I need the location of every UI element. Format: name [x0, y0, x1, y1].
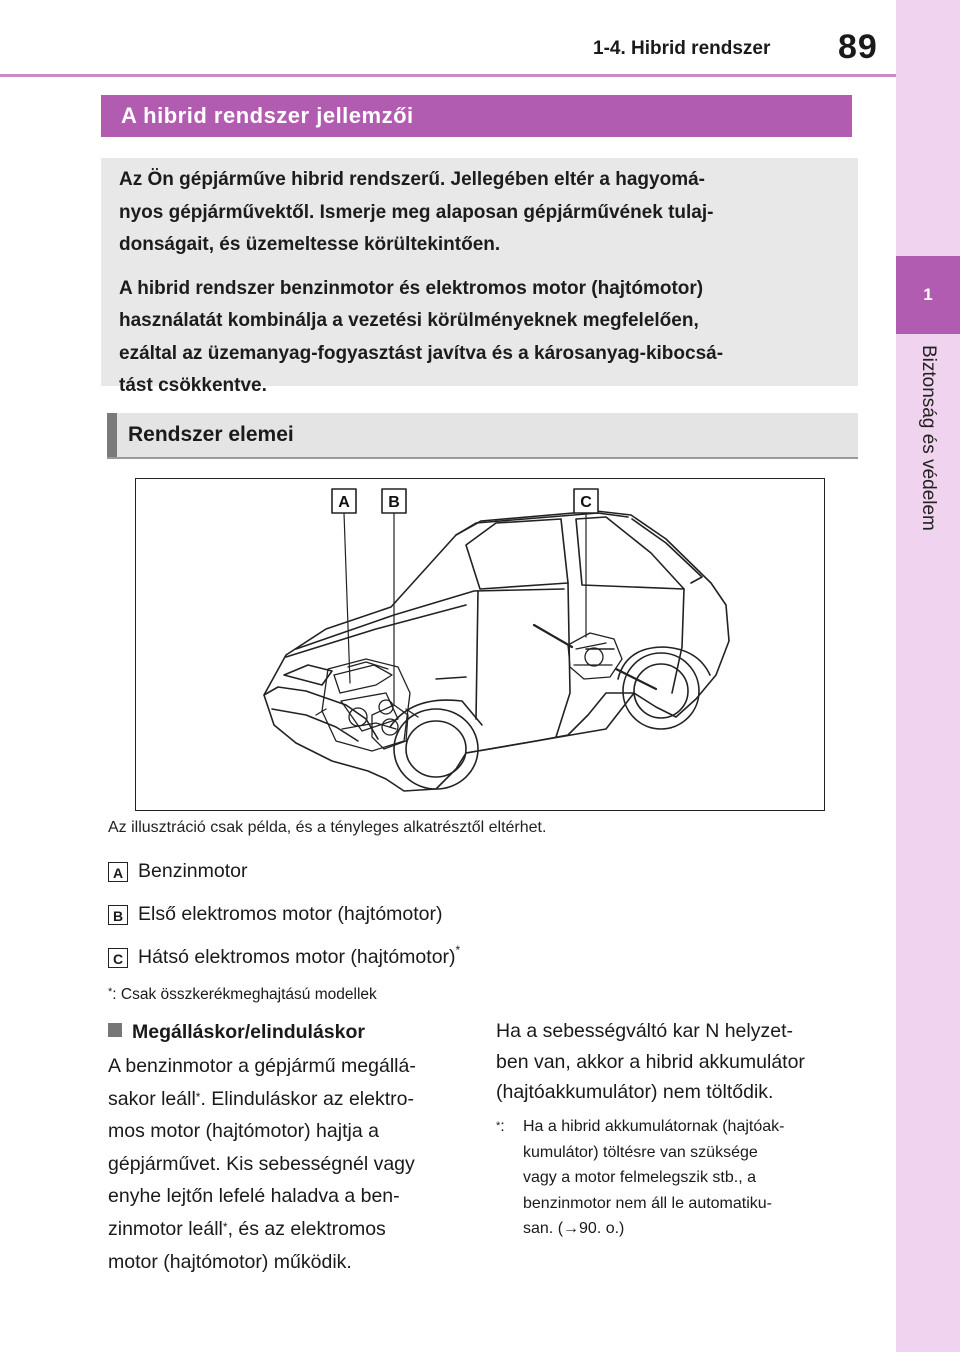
legend-badge: A	[108, 862, 128, 882]
body-line	[108, 1083, 478, 1116]
chapter-title	[896, 345, 960, 625]
callout-a: A	[338, 494, 350, 511]
legend-footnote	[108, 986, 377, 1004]
body-line: mos motor (hajtómotor) hajtja a	[108, 1120, 379, 1143]
legend-item-c	[108, 943, 461, 969]
intro-line: tást csökkentve.	[119, 375, 267, 396]
figure-caption: Az illusztráció csak példa, és a tényleges alkatrésztől eltérhet.	[108, 819, 547, 836]
chapter-number: 1	[923, 285, 933, 304]
stop-start-right-text	[496, 1016, 856, 1108]
note-line: benzinmotor nem áll le automatiku-	[523, 1194, 773, 1212]
callout-b: B	[388, 494, 400, 511]
header-rule	[0, 74, 896, 77]
header-accent-bar	[107, 413, 117, 457]
body-line: ben van, akkor a hibrid akkumulátor	[496, 1050, 805, 1073]
intro-line: ezáltal az üzemanyag-fogyasztást javítva és a károsanyag-kibocsá-	[119, 342, 724, 364]
footnote-star: *	[108, 986, 113, 998]
vehicle-illustration	[136, 479, 823, 809]
body-line: motor (hajtómotor) működik.	[108, 1250, 352, 1273]
body-line: gépjárművet. Kis sebességnél vagy	[108, 1152, 415, 1175]
footnote-star: *	[496, 1120, 501, 1132]
footnote-ref: *	[222, 1219, 228, 1234]
body-line: (hajtóakkumulátor) nem töltődik.	[496, 1081, 774, 1103]
intro-line: nyos gépjárművektől. Ismerje meg alaposan gépjárművének tulaj-	[119, 201, 714, 223]
body-line: A benzinmotor a gépjármű megállá-	[108, 1055, 416, 1077]
right-footnote-body	[523, 1114, 848, 1242]
legend-star: *	[455, 943, 461, 957]
intro-line: donságait, és üzemeltesse körültekintően.	[119, 234, 501, 255]
legend-badge: C	[108, 948, 128, 968]
legend-item-a	[108, 860, 247, 883]
legend-item-b	[108, 903, 443, 926]
note-line: vagy a motor felmelegszik stb., a	[523, 1169, 756, 1186]
intro-line: A hibrid rendszer benzinmotor és elektromos motor (hajtómotor)	[119, 277, 704, 299]
legend-badge: B	[108, 905, 128, 925]
body-fragment: sakor leáll	[108, 1087, 196, 1110]
intro-paragraph-1	[119, 164, 840, 262]
intro-paragraph-2	[119, 273, 840, 403]
legend-text: Első elektromos motor (hajtómotor)	[138, 903, 443, 925]
body-line: Ha a sebességváltó kar N helyzet-	[496, 1020, 793, 1042]
legend-text: Benzinmotor	[138, 860, 248, 882]
chapter-tab[interactable]	[896, 256, 960, 334]
footnote-text: : Csak összkerékmeghajtású modellek	[112, 986, 377, 1003]
intro-box	[101, 158, 858, 396]
stop-start-heading-text: Megálláskor/elinduláskor	[132, 1021, 366, 1043]
body-line: enyhe lejtőn lefelé haladva a ben-	[108, 1185, 400, 1208]
note-line: kumulátor) töltésre van szüksége	[523, 1143, 758, 1161]
legend-text: Hátsó elektromos motor (hajtómotor)	[138, 946, 456, 968]
intro-line: Az Ön gépjárműve hibrid rendszerű. Jellegében eltér a hagyomá-	[119, 169, 705, 190]
stop-start-heading	[108, 1021, 365, 1044]
system-elements-title: Rendszer elemei	[128, 423, 294, 446]
footnote-colon: :	[500, 1118, 505, 1135]
intro-line: használatát kombinálja a vezetési körülményeknek megfelelően,	[119, 310, 699, 331]
square-bullet-icon	[108, 1023, 122, 1037]
body-line	[108, 1213, 478, 1246]
vehicle-figure	[135, 478, 825, 811]
footnote-ref: *	[195, 1089, 201, 1104]
side-strip	[896, 0, 960, 1352]
right-footnote-marker	[496, 1114, 505, 1140]
body-fragment: , és az elektromos	[227, 1217, 386, 1240]
page-number: 89	[838, 28, 878, 66]
note-line: san. (→90. o.)	[523, 1220, 625, 1237]
stop-start-left-text	[108, 1050, 478, 1278]
note-line: Ha a hibrid akkumulátornak (hajtóak-	[523, 1118, 785, 1135]
callout-c: C	[580, 494, 592, 511]
section-banner: A hibrid rendszer jellemzői	[101, 95, 852, 137]
system-elements-header	[107, 413, 858, 459]
body-fragment: . Elinduláskor az elektro-	[200, 1087, 414, 1110]
body-fragment: zinmotor leáll	[108, 1217, 223, 1240]
section-label: 1-4. Hibrid rendszer	[593, 38, 771, 59]
chapter-title-text: Biztonság és védelem	[918, 345, 939, 531]
